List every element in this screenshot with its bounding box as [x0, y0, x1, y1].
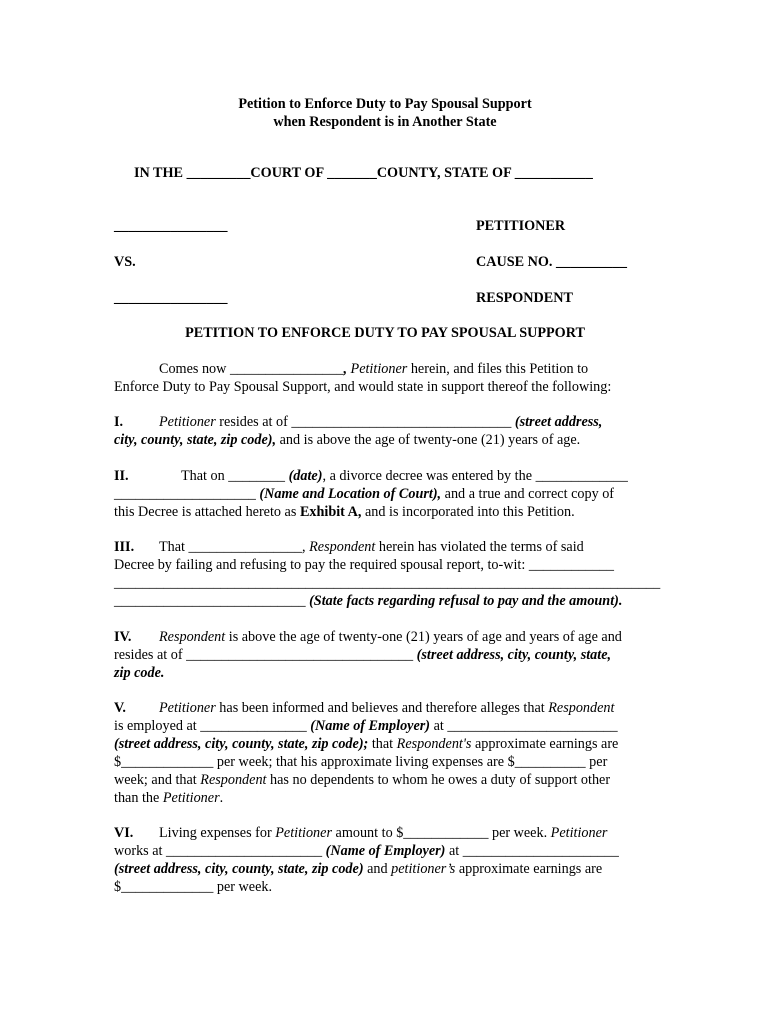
section-5-line-2: is employed at _______________ (Name of Employer) at ________________________ [114, 718, 618, 734]
section-6-line-4: $_____________ per week. [114, 879, 273, 895]
section-1-line-1: Petitioner resides at of _______________________________ (street address, [159, 414, 603, 430]
section-6-line-2: works at ______________________ (Name of Employer) at ______________________ [114, 843, 619, 859]
section-5-number: V. [114, 700, 126, 716]
section-5-line-5: week; and that Respondent has no dependents to whom he owes a duty of support other [114, 772, 611, 788]
section-4-line-2: resides at of ________________________________ (street address, city, county, state, [114, 647, 612, 663]
section-4-line-3: zip code. [114, 665, 165, 681]
petition-heading: PETITION TO ENFORCE DUTY TO PAY SPOUSAL SUPPORT [185, 325, 585, 341]
section-4-number: IV. [114, 629, 132, 645]
section-3-line-1: That ________________, Respondent herein has violated the terms of said [159, 539, 584, 555]
section-6-number: VI. [114, 825, 134, 841]
intro-line-2: Enforce Duty to Pay Spousal Support, and would state in support thereof the following: [114, 379, 612, 395]
section-3-line-2: Decree by failing and refusing to pay the required spousal report, to-wit: ____________ [114, 557, 614, 573]
section-3-line-4: ___________________________ (State facts regarding refusal to pay and the amount). [114, 593, 623, 609]
section-2-line-3: this Decree is attached hereto as Exhibit A, and is incorporated into this Petition. [114, 504, 575, 520]
section-2-line-1: That on ________ (date), a divorce decree was entered by the _____________ [181, 468, 628, 484]
section-5-line-3: (street address, city, county, state, zip code); that Respondent's approximate earnings are [114, 736, 619, 752]
section-2-line-2: ____________________ (Name and Location of Court), and a true and correct copy of [114, 486, 615, 502]
respondent-name-blank: ________________ [114, 290, 228, 306]
petitioner-label: PETITIONER [476, 218, 566, 234]
court-caption-line: IN THE _________COURT OF _______COUNTY, STATE OF ___________ [134, 165, 593, 181]
section-5-line-6: than the Petitioner. [114, 790, 224, 806]
intro-line-1: Comes now ________________, Petitioner herein, and files this Petition to [159, 361, 589, 377]
section-6-line-3: (street address, city, county, state, zip code) and petitioner’s approximate earnings are [114, 861, 603, 877]
section-6-line-1: Living expenses for Petitioner amount to $____________ per week. Petitioner [159, 825, 608, 841]
respondent-label: RESPONDENT [476, 290, 573, 306]
section-1-line-2: city, county, state, zip code), and is above the age of twenty-one (21) years of age. [114, 432, 581, 448]
section-3-number: III. [114, 539, 135, 555]
versus-label: VS. [114, 254, 136, 270]
document-title-line-2: when Respondent is in Another State [273, 114, 497, 130]
section-1-number: I. [114, 414, 124, 430]
section-5-line-1: Petitioner has been informed and believes and therefore alleges that Respondent [159, 700, 615, 716]
document-title-line-1: Petition to Enforce Duty to Pay Spousal Support [238, 96, 532, 112]
cause-number-label: CAUSE NO. __________ [476, 254, 627, 270]
section-2-number: II. [114, 468, 129, 484]
section-4-line-1: Respondent is above the age of twenty-one (21) years of age and years of age and [159, 629, 622, 645]
petitioner-name-blank: ________________ [114, 218, 228, 234]
section-3-line-3: _____________________________________________________________________________ [114, 575, 661, 591]
section-5-line-4: $_____________ per week; that his approximate living expenses are $__________ per [114, 754, 608, 770]
